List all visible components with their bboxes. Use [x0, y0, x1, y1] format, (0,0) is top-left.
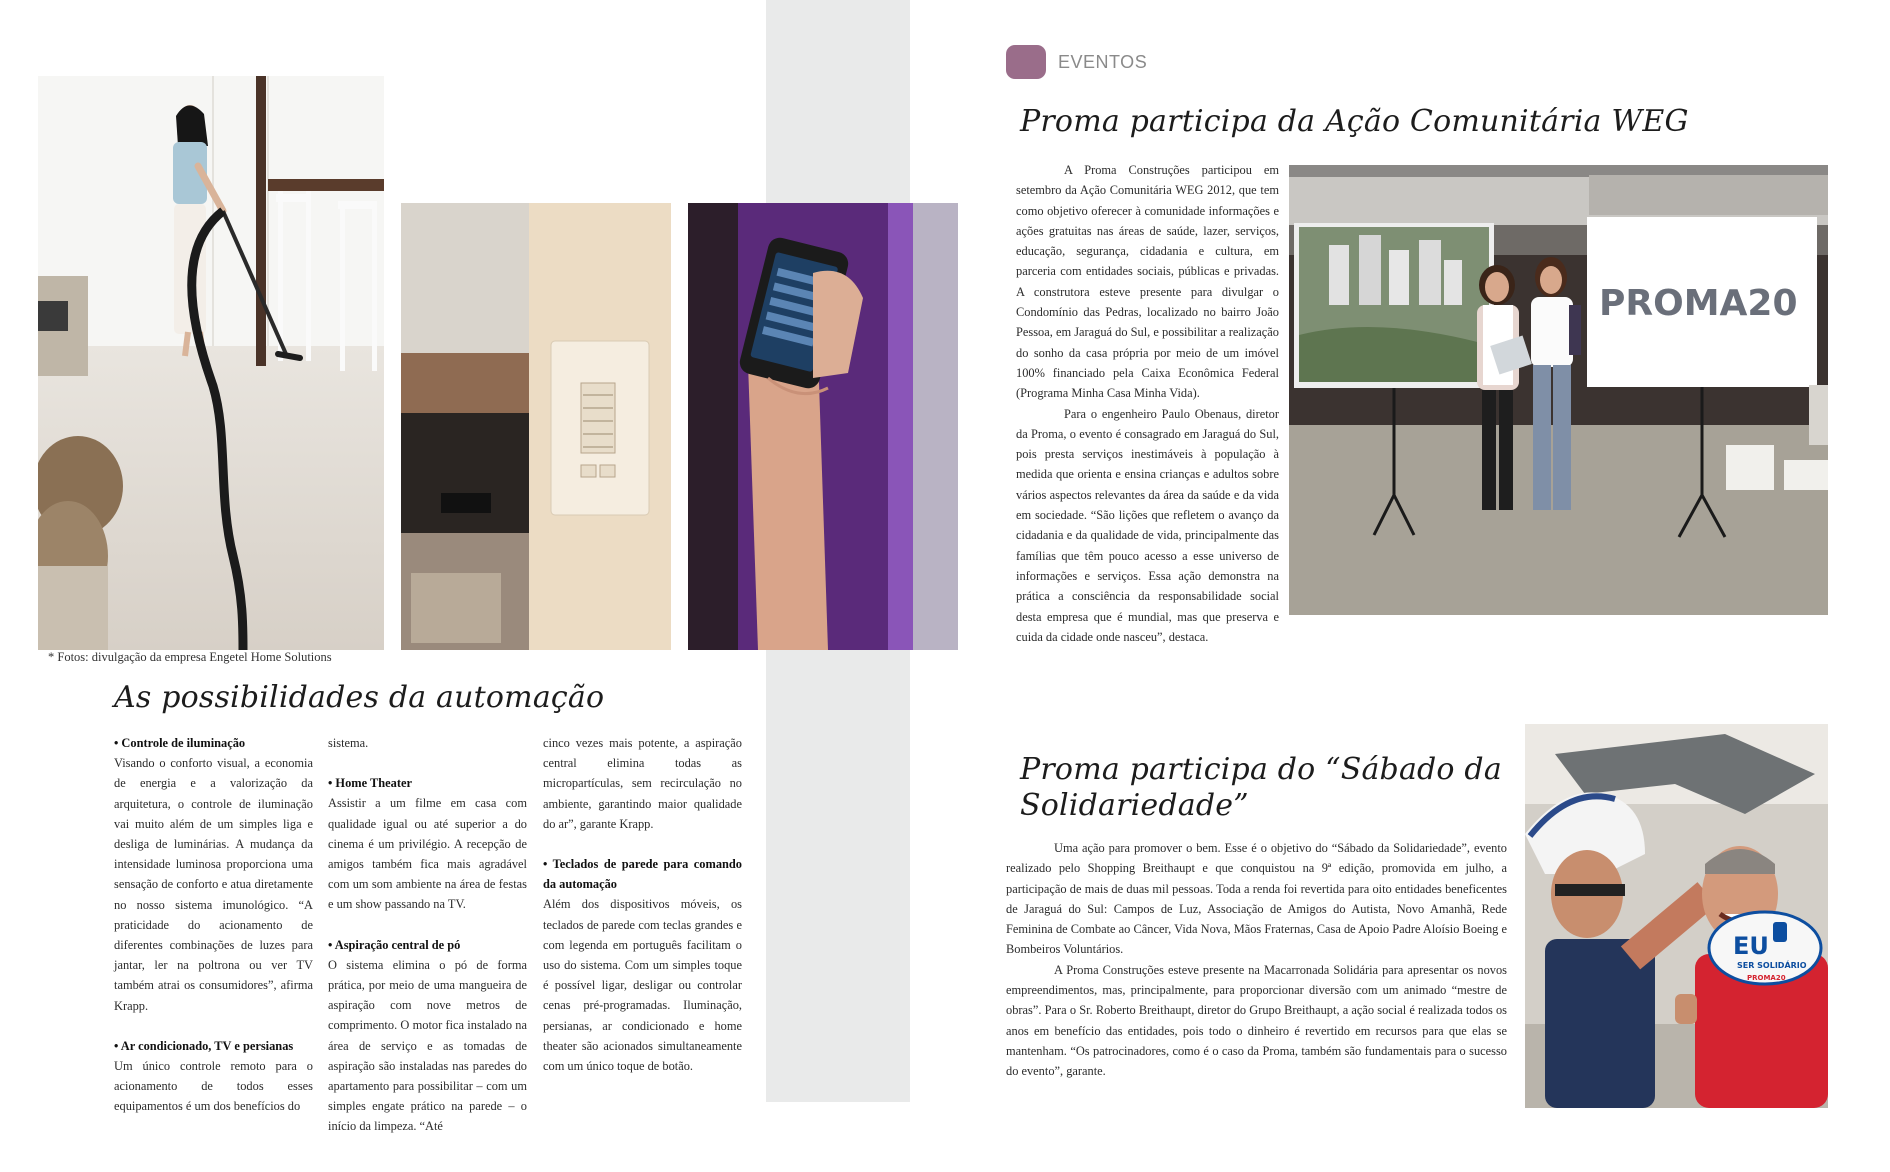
paragraph-lighting: Visando o conforto visual, a economia de energia e a valorização da arquitetura, o controle de iluminação vai muito além de um simples liga e desliga de luminárias. A mudança da intensidade luminosa proporciona uma sensação de conforto e atua diretamente no nosso sistema imunológico. “A praticidade do acionamento de diferentes combinações de luzes para jantar, ler na poltrona ou ver TV também atrai os consumidores”, afirma Krapp.: [114, 756, 313, 1013]
sabado-article-title: [1020, 752, 1502, 824]
subheading-home-theater: • Home Theater: [328, 776, 412, 791]
section-tag: [1006, 45, 1147, 79]
subheading-central-vacuum: • Aspiração central de pó: [328, 937, 461, 952]
sabado-paragraph-2: A Proma Construções esteve presente na Macarronada Solidária para apresentar os novos empreendimentos, mas, principalmente, para proporcionar diversão com um animado “mestre de obras”. Para o Sr. Roberto Breithaupt, diretor do Grupo Breithaupt, a ação social é realizada todos os anos em benefício das entidades, pois todo o dinheiro é revertido em recursos para que elas se mantenham. “Os patrocinadores, como é o caso da Proma, também são fundamentais para o sucesso do evento”, garante.: [1006, 962, 1507, 1079]
automation-column-2: [328, 733, 527, 1137]
weg-article-title: Proma participa da Ação Comunitária WEG: [1020, 104, 1689, 139]
photo-credit-caption: * Fotos: divulgação da empresa Engetel Home Solutions: [48, 650, 332, 664]
sabado-title-line-1: Proma participa do “Sábado da: [1020, 752, 1502, 787]
paragraph-wall-keypads: Além dos dispositivos móveis, os teclados de parede com teclas grandes e com legenda em português facilitam o uso do sistema. Com um simples toque é possível ligar, desligar ou controlar cenas pré-programadas. Iluminação, persianas, ar condicionado e home theater são acionados simultaneamente com um único toque de botão.: [543, 897, 742, 1074]
paragraph-vacuum-continuation: cinco vezes mais potente, a aspiração central elimina todas as micropartículas, sem recirculação no ambiente, garantindo maior qualidade do ar”, garante Krapp.: [543, 736, 742, 831]
paragraph-gap: [328, 915, 527, 935]
paragraph-home-theater: Assistir a um filme em casa com qualidade igual ou até superior a do cinema é um privilégio. A recepção de amigos também fica mais agradável com um som ambiente na área de festas e um show passando na TV.: [328, 796, 527, 912]
section-tag-label: EVENTOS: [1058, 51, 1148, 72]
solidarity-event-photo: [1525, 724, 1828, 1108]
wall-keypad-photo: [401, 203, 671, 650]
sabado-article-body: [1006, 838, 1507, 1082]
subheading-ac-tv-blinds: • Ar condicionado, TV e persianas: [114, 1038, 294, 1053]
sabado-paragraph-1: Uma ação para promover o bem. Esse é o objetivo do “Sábado da Solidariedade”, evento realizado pelo Shopping Breithaupt e que conquistou na 9ª edição, promovida em julho, a participação de mais de duas mil pessoas. Toda a renda foi revertida para oito entidades beneficentes de Jaraguá do Sul: Campos de Luz, Associação de Amigos do Autista, Novo Amanhã, Rede Feminina de Combate ao Câncer, Vida Nova, Mãos Fraternas, Casa de Apoio Padre Aloísio Boeing e Bombeiros Voluntários.: [1006, 841, 1507, 957]
subheading-wall-keypads: • Teclados de parede para comando da automação: [543, 857, 742, 892]
weg-paragraph-2: Para o engenheiro Paulo Obenaus, diretor da Proma, o evento é consagrado em Jaraguá do Sul, pois presta serviços inestimáveis à população à medida que orienta e ensina crianças e adultos sobre vários aspectos relevantes da área da saúde e da vida em sociedade. “São lições que refletem o avanço da cidadania e da qualidade de vida, principalmente das famílias que têm pouco acesso a esse universo de informações e serviços. Essa ação demonstra na prática a consciência da responsabilidade social desta empresa que é mundial, mas que preserva e cuida da cidade onde nasceu”, destaca.: [1016, 406, 1279, 644]
paragraph-gap: [114, 1016, 313, 1036]
solidarity-sign-subtext: SER SOLIDÁRIO: [1737, 961, 1807, 970]
automation-column-1: [114, 733, 313, 1117]
automation-article-title: As possibilidades da automação: [114, 680, 605, 715]
solidarity-sign-brand: PROMA20: [1747, 974, 1786, 982]
paragraph-continuation: sistema.: [328, 736, 369, 750]
weg-paragraph-1: A Proma Construções participou em setembro da Ação Comunitária WEG 2012, que tem como objetivo oferecer à comunidade informações e ações gratuitas nas áreas de saúde, lazer, serviços, educação, segurança, cidadania e cultura, em parceria com entidades sociais, públicas e privadas. A construtora esteve presente para divulgar o Condomínio das Pedras, localizado no bairro João Pessoa, em Jaraguá do Sul, e possibilitar a realização do sonho da casa própria por meio de um imóvel 100% financiado pela Caixa Econômica Federal (Programa Minha Casa Minha Vida).: [1016, 163, 1279, 401]
sabado-title-line-2: Solidariedade”: [1020, 788, 1249, 823]
smartphone-photo: [688, 203, 958, 650]
paragraph-ac-tv-blinds: Um único controle remoto para o acionamento de todos esses equipamentos é um dos benefícios do: [114, 1059, 313, 1114]
weg-event-stand-photo: [1289, 165, 1828, 615]
paragraph-gap: [543, 834, 742, 854]
paragraph-gap: [328, 753, 527, 773]
vacuum-photo: [38, 76, 384, 650]
solidarity-sign-text: EU: [1733, 932, 1769, 960]
subheading-lighting: • Controle de iluminação: [114, 736, 246, 750]
weg-article-body: [1016, 160, 1279, 647]
stand-banner-text: PROMA20: [1599, 283, 1798, 324]
paragraph-central-vacuum: O sistema elimina o pó de forma prática, por meio de uma mangueira de aspiração com nove metros de comprimento. O motor fica instalado na área de serviço e as tomadas de aspiração são instaladas nas paredes do apartamento para possibilitar – com um simples engate prático na parede – o início da limpeza. “Até: [328, 957, 527, 1134]
automation-column-3: [543, 733, 742, 1076]
section-tag-marker: [1006, 45, 1046, 79]
